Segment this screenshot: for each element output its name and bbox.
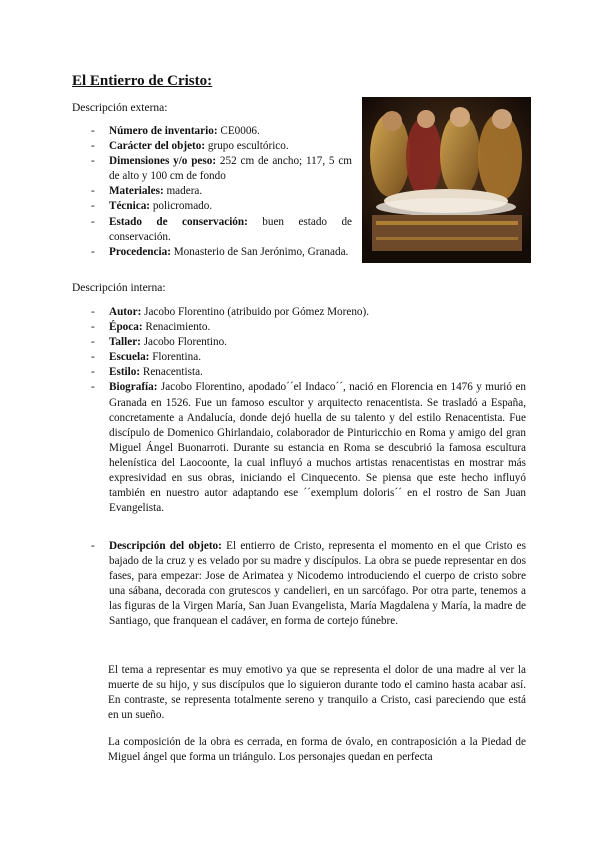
- external-description-label: Descripción externa:: [72, 102, 168, 114]
- external-description-list: [72, 124, 352, 260]
- list-item: - Estado de conservación: buen estado de conservación.: [91, 215, 353, 243]
- list-item: - Biografía: Jacobo Florentino, apodado´´el Indaco´´, nació en Florencia en 1476 y murió en Granada en 1526. Fue un famoso escultor y arquitecto renacentista. Se trasladó a España, concretamente a Andalucía, donde dejó huella de su talento y del estilo Renacentista. Fue discípulo de Domenico Ghirlandaio, colaborador de Pinturicchio en Roma y amigo del gran Miguel Ángel Buonarroti. Durante su estancia en Roma se descubrió la famosa escultura helenística del Laocoonte, la cual influyó a muchos artistas renacentistas en mostrar más expresividad en sus obras, iniciando el Cinquecento. Se piensa que este hecho influyó también en nuestro autor adaptando ese ´´exemplum doloris´´ en el rostro de San Juan Evangelista.: [91, 381, 526, 515]
- list-item: - Estilo: Renacentista.: [91, 366, 203, 379]
- document-title: El Entierro de Cristo:: [72, 73, 213, 89]
- list-item: - Autor: Jacobo Florentino (atribuido por Gómez Moreno).: [91, 306, 370, 318]
- list-item: - Materiales: madera.: [91, 185, 203, 198]
- list-item: - Descripción del objeto: El entierro de Cristo, representa el momento en el que Cristo es bajado de la cruz y es velado por su madre y discípulos. La obra se puede representar en dos fases, para empezar: Jose de Arimatea y Nicodemo introduciendo el cuerpo de cristo sobre una sábana, decorada con grutescos y candelieri, en un sarcófago. Por otra parte, tenemos a las figuras de la Virgen María, San Juan Evangelista, María Magdalena y María, la madre de Santiago, que franquean el cadáver, en forma de cortejo fúnebre.: [91, 540, 526, 628]
- sculpture-photo: [362, 97, 531, 263]
- paragraph: La composición de la obra es cerrada, en forma de óvalo, en contraposición a la Piedad de Miguel ángel que forma un triángulo. Los personajes quedan en perfecta: [108, 736, 526, 764]
- paragraph: El tema a representar es muy emotivo ya que se representa el dolor de una madre al ver la muerte de su hijo, y sus discípulos que lo siguieron durante todo el camino hasta acabar así. En contraste, se representa totalmente sereno y tranquilo a Cristo, casi pareciendo que está en un sueño.: [108, 664, 526, 722]
- list-item: - Número de inventario: CE0006.: [91, 125, 260, 137]
- object-description-list: [72, 539, 526, 630]
- list-item: - Escuela: Florentina.: [91, 351, 201, 364]
- list-item: - Carácter del objeto: grupo escultórico.: [91, 140, 289, 153]
- internal-description-list: [72, 305, 526, 516]
- list-item: - Taller: Jacobo Florentino.: [91, 336, 227, 349]
- list-item: - Procedencia: Monasterio de San Jerónimo, Granada.: [91, 245, 349, 258]
- list-item: - Época: Renacimiento.: [91, 321, 211, 334]
- list-item: - Técnica: policromado.: [91, 200, 213, 213]
- list-item: - Dimensiones y/o peso: 252 cm de ancho; 117, 5 cm de alto y 100 cm de fondo: [91, 155, 352, 183]
- internal-description-label: Descripción interna:: [72, 282, 166, 294]
